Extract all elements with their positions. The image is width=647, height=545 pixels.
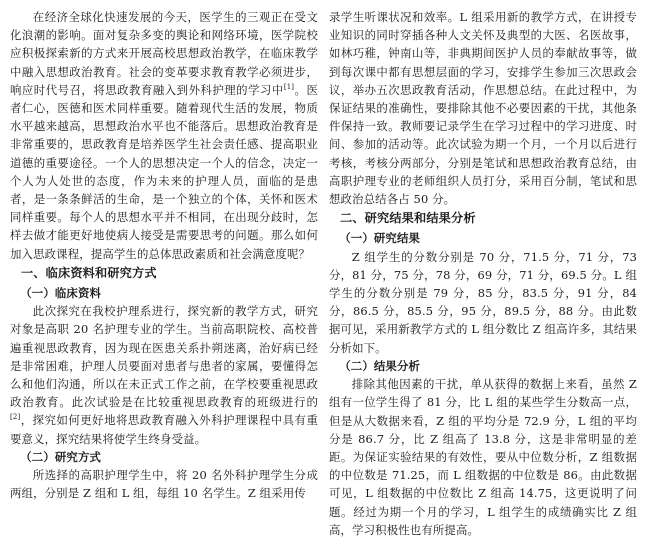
intro-text-1: 在经济全球化快速发展的今天，医学生的三观正在受文化浪潮的影响。面对复杂多变的舆论和网络环境，医学院校应积极探索新的方式来开展高校思想政治教学，在临床教学中融入思想政治教育。社会的变革要求教育教学必须进步，响应时代号召，将思政教育融入到外科护理的学习中 <box>10 10 318 97</box>
method-paragraph-continued: 录学生听课状况和效率。L 组采用新的教学方式，在讲授专业知识的同时穿插各种人文关怀及典型的大医、名医故事，如林巧稚，钟南山等，非典期间医护人员的奉献故事等，做到每次课中都有思想层面的学习，安排学生参加三次思政会议，举办五次思政教育活动，作思想总结。在此过程中，为保证结果的准确性，要排除其他不必要因素的干扰，其他条件保持一致。教师要记录学生在学习过程中的学习进度、时间、参加的活动等。此次试验为期一个月，一个月以后进行考核，考核分两部分，分别是笔试和思想政治教育总结，由高职护理专业的老师组织人员打分，采用百分制，笔试和思想政治总结各占 50 分。 <box>329 10 637 207</box>
section-heading-1: 一、临床资料和研究方式 <box>20 265 157 280</box>
subsection-heading-clinical-data: （一）临床资料 <box>20 285 102 300</box>
intro-paragraph <box>10 8 318 263</box>
analysis-paragraph: 排除其他因素的干扰，单从获得的数据上来看，虽然 Z 组有一位学生得了 81 分，比 L 组的某些学生分数高一点，但是从大数据来看，Z 组的平均分是 72.9 分，L 组的平均分是 86.7 分，比 Z 组高了 13.8 分，这是非常明显的差距。为保证实验结果的有效性，要从中位数分析，Z 组数据的中位数是 71.25，而 L 组数据的中位数是 86。由此数据可见，L 组数据的中位数比 Z 组高 14.75，这更说明了问题。经过为期一个月的学习，L 组学生的成绩确实比 Z 组高，学习积极性也有所提高。 <box>329 377 637 537</box>
clinical-data-paragraph <box>10 302 318 448</box>
results-paragraph: Z 组学生的分数分别是 70 分，71.5 分，71 分，73 分，81 分，75 分，78 分，69 分，71 分，69.5 分。L 组学生的分数分别是 79 分，85 分，83.5 分，91 分，84 分，86.5 分，85.5 分，95 分，89.5 分，88 分。由此数据可见，采用新教学方式的 L 组分数比 Z 组高许多，其结果分析如下。 <box>329 249 637 355</box>
section-heading-2: 二、研究结果和结果分析 <box>339 211 476 226</box>
subsection-heading-method: （二）研究方式 <box>20 449 102 464</box>
clinical-text-1: 此次探究在我校护理系进行，探究新的教学方式，研究对象是高职 20 名护理专业的学生。当前高职院校、高校普遍重视思政教育，因为现在医患关系扑朔迷离，治好病已经是非常困难，护理人员要面对患者与患者的家属，要懂得怎么和他们沟通，所以在未正式工作之前，在学校要重视思政政治教育。此次试验是在比较重视思政教育的班级进行的 <box>10 304 318 410</box>
subsection-heading-analysis: （二）结果分析 <box>339 358 421 373</box>
citation-2: [2] <box>10 413 21 422</box>
citation-1: [1] <box>283 83 295 92</box>
left-column <box>10 8 318 545</box>
intro-text-2: 。医者仁心，医德和医术同样重要。随着现代生活的发展，物质水平越来越高，思想政治水平也不能落后。思想政治教育是非常重要的，思政教育是培养医学生社会责任感、提高职业道德的重要途径。一个人的思想决定一个人的信念，决定一个人为人处世的态度，作为未来的护理人员，面临的是患者，是一条条鲜活的生命，是一个独立的个体，关怀和医术同样重要。每个人的思想水平并不相同，在出现分歧时，怎样去做才能更好地使病人接受是需要思考的问题。那么如何加入思政课程，提高学生的总体思政素质和社会满意度呢？ <box>10 82 318 261</box>
method-paragraph-start: 所选择的高职护理学生中，将 20 名外科护理学生分成两组，分别是 Z 组和 L 组，每组 10 名学生。Z 组采用传 <box>10 468 318 501</box>
right-column <box>329 8 637 545</box>
clinical-text-2: ，探究如何更好地将思政教育融入外科护理课程中具有重要意义，探究结果将使学生终身受益。 <box>10 413 318 446</box>
subsection-heading-results: （一）研究结果 <box>339 231 421 246</box>
